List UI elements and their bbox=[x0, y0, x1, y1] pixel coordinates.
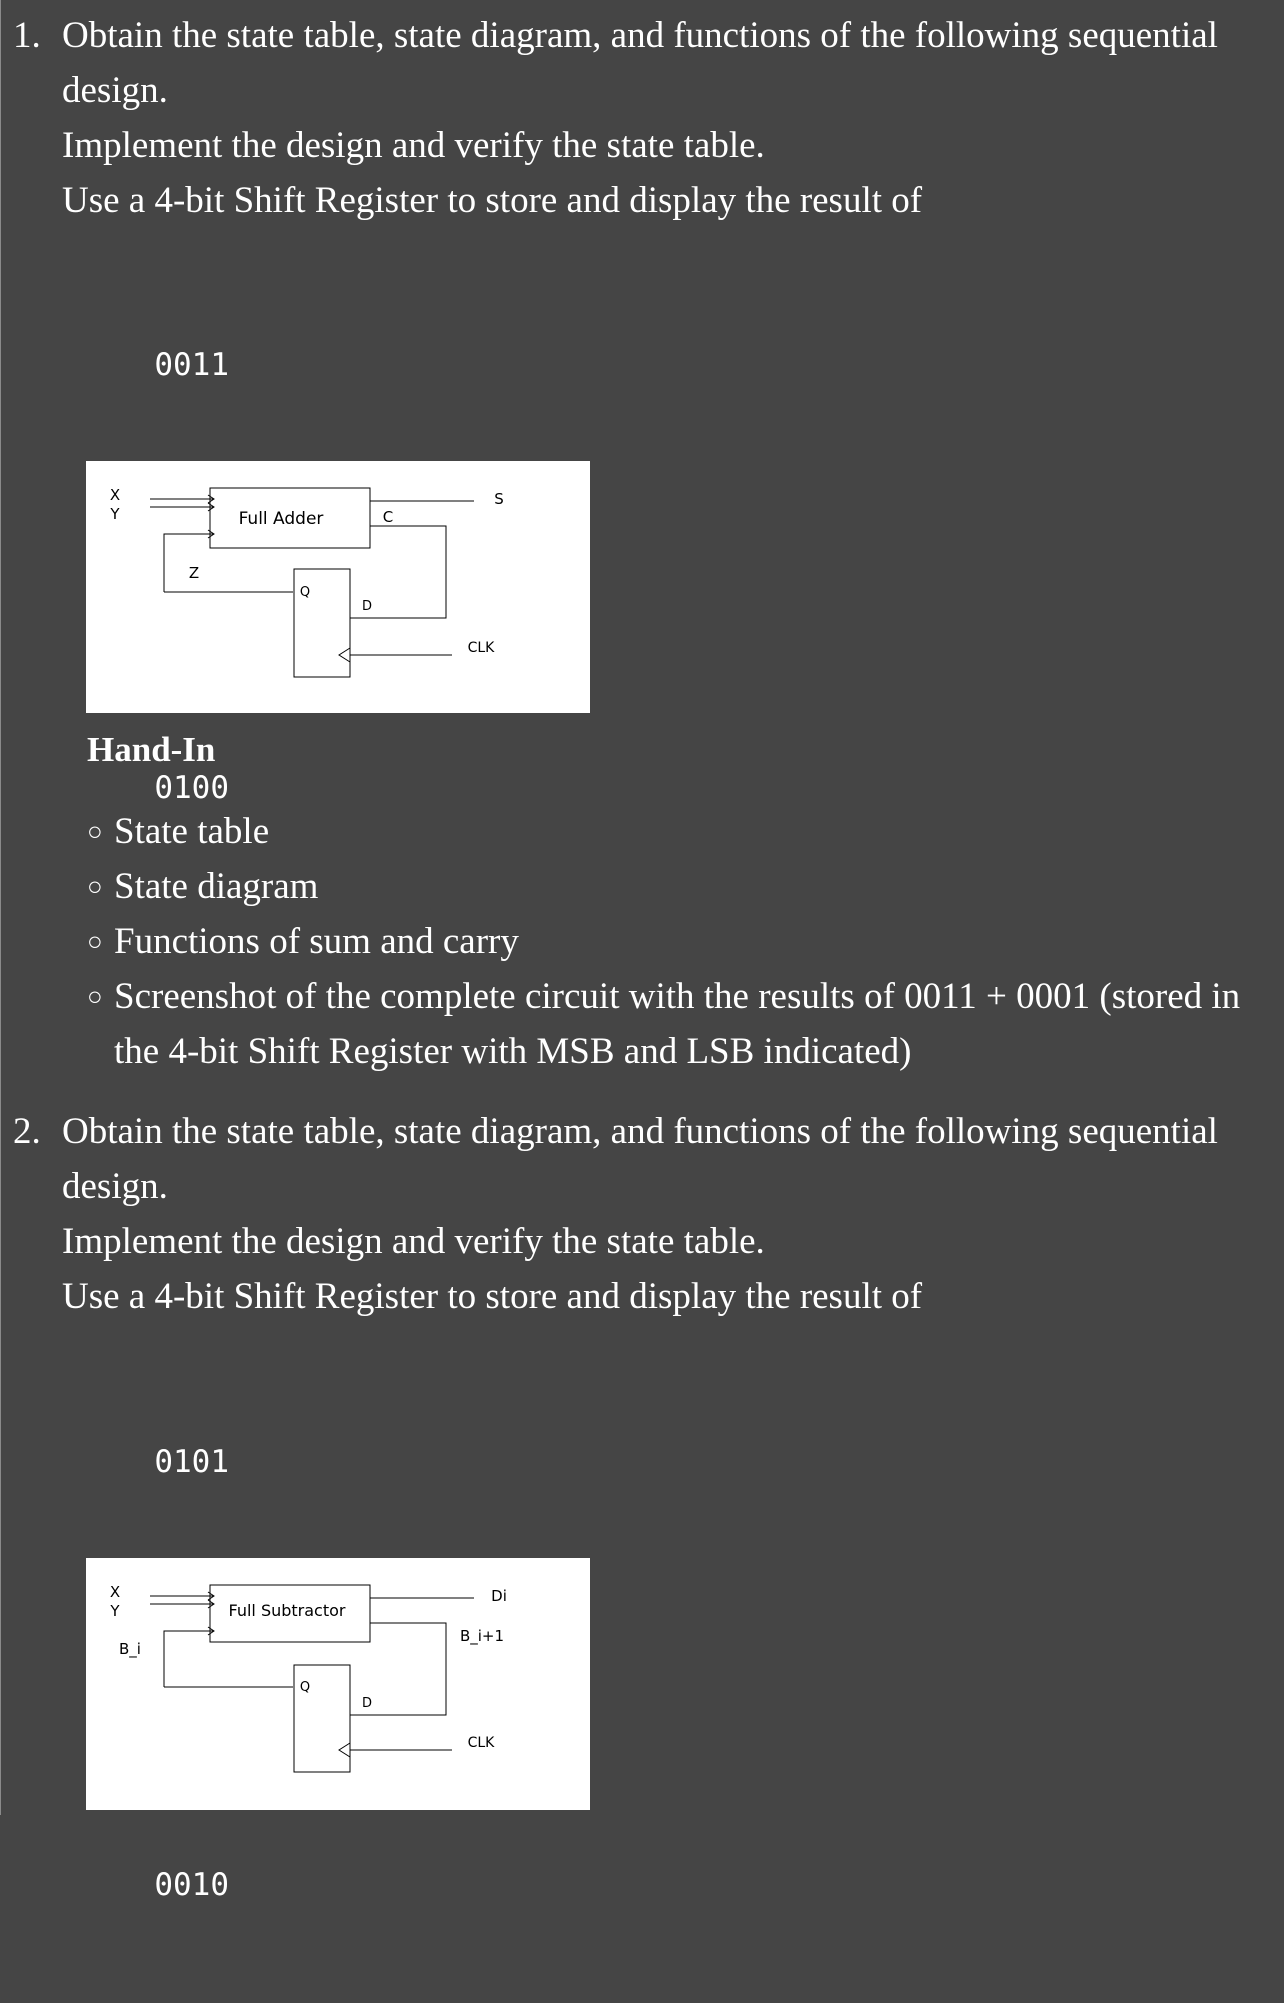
problem-line: Implement the design and verify the state table. bbox=[62, 1221, 765, 1262]
output-label-difference: Di bbox=[491, 1587, 507, 1605]
problem-line: Obtain the state table, state diagram, and functions of the following sequential bbox=[62, 1111, 1218, 1152]
hand-in-heading: Hand-In bbox=[87, 730, 216, 769]
problem-line: Implement the design and verify the state table. bbox=[62, 125, 765, 166]
feedback-label: Z bbox=[188, 564, 200, 582]
math-line: 0010 bbox=[117, 1867, 229, 1903]
bullet-circle-icon: ○ bbox=[87, 872, 103, 901]
problem-line: design. bbox=[62, 1166, 168, 1207]
block-label: Full Adder bbox=[238, 509, 324, 529]
problem-text bbox=[62, 8, 1277, 228]
output-label-borrow: B_i+1 bbox=[459, 1627, 505, 1645]
full-adder-circuit-svg bbox=[86, 461, 590, 713]
output-label-sum: S bbox=[494, 490, 504, 508]
ff-q-label: Q bbox=[299, 1680, 311, 1695]
problem-line: Obtain the state table, state diagram, and functions of the following sequential bbox=[62, 15, 1218, 56]
list-item-text: Screenshot of the complete circuit with the results of 0011 + 0001 (stored in the 4-bit Shift Register with MSB and LSB indicated) bbox=[114, 976, 1241, 1072]
bullet-circle-icon: ○ bbox=[87, 927, 103, 956]
clock-triangle bbox=[339, 1743, 350, 1757]
list-item-text: State table bbox=[114, 811, 270, 852]
wire-feedback bbox=[164, 1631, 214, 1687]
block-label: Full Subtractor bbox=[228, 1601, 346, 1620]
ff-q-label: Q bbox=[299, 585, 311, 600]
ff-d-label: D bbox=[361, 1696, 373, 1711]
bullet-circle-icon: ○ bbox=[87, 982, 103, 1011]
list-item bbox=[87, 804, 1277, 859]
math-line: 0100 bbox=[117, 770, 229, 806]
list-item bbox=[87, 914, 1277, 969]
problem-line: Use a 4-bit Shift Register to store and display the result of bbox=[62, 180, 923, 221]
list-item bbox=[87, 859, 1277, 914]
ff-d-label: D bbox=[361, 599, 373, 614]
clock-triangle bbox=[339, 648, 350, 662]
math-line: 0011 bbox=[117, 347, 229, 383]
clock-label: CLK bbox=[467, 1735, 495, 1751]
problem-line: design. bbox=[62, 70, 168, 111]
problem-number: 2. bbox=[13, 1111, 41, 1152]
list-item bbox=[87, 969, 1277, 1079]
list-item-text: Functions of sum and carry bbox=[114, 921, 519, 962]
problem-number: 1. bbox=[13, 15, 41, 56]
bullet-circle-icon: ○ bbox=[87, 817, 103, 846]
feedback-label: B_i bbox=[119, 1640, 141, 1658]
input-label-x: X bbox=[109, 1583, 121, 1601]
full-adder-circuit-diagram bbox=[86, 461, 590, 713]
full-subtractor-circuit-diagram bbox=[86, 1558, 590, 1810]
full-subtractor-circuit-svg bbox=[86, 1558, 590, 1810]
problem-line: Use a 4-bit Shift Register to store and display the result of bbox=[62, 1276, 923, 1317]
problem-text bbox=[62, 1104, 1277, 1324]
input-label-y: Y bbox=[110, 505, 120, 523]
math-line: 0101 bbox=[117, 1444, 229, 1480]
wire-feedback bbox=[164, 534, 214, 592]
clock-label: CLK bbox=[467, 640, 495, 656]
list-item-text: State diagram bbox=[114, 866, 319, 907]
hand-in-list bbox=[87, 804, 1277, 1079]
input-label-y: Y bbox=[110, 1602, 120, 1620]
input-label-x: X bbox=[109, 486, 121, 504]
output-label-carry: C bbox=[382, 508, 394, 526]
